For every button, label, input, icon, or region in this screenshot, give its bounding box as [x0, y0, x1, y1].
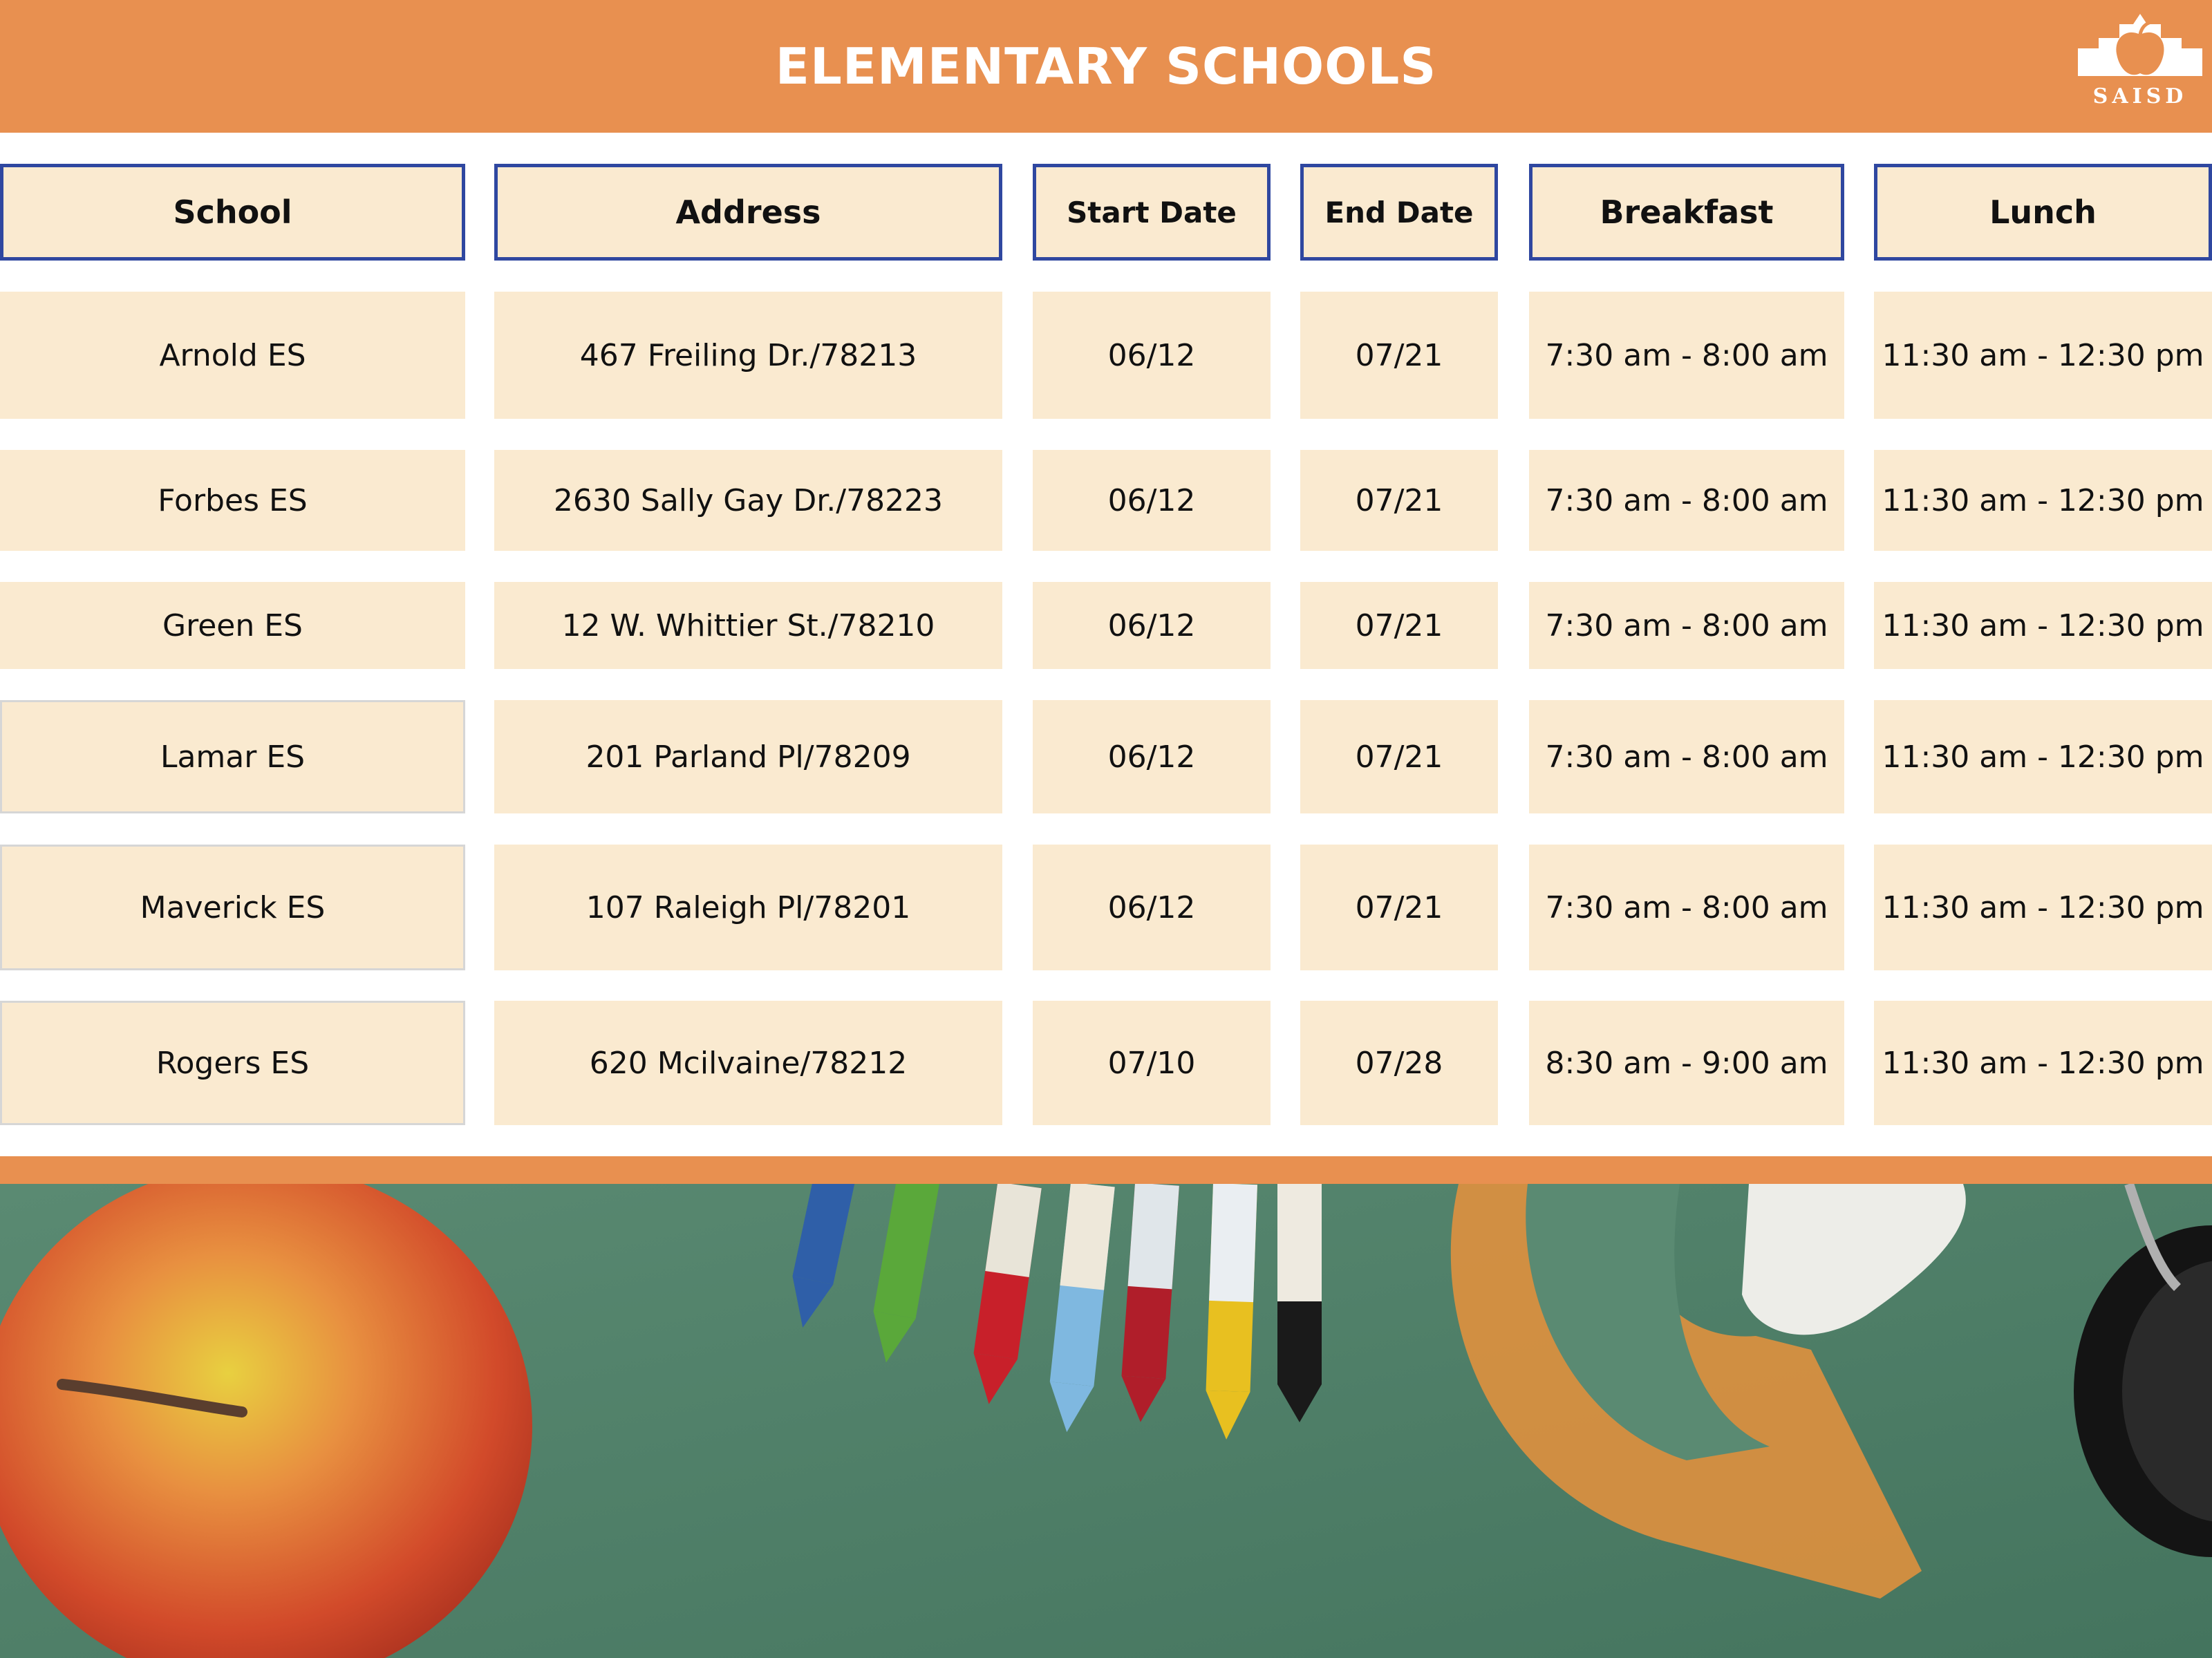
table-row-4-start-date: 06/12	[1033, 700, 1271, 813]
table-row-1-start-date: 06/12	[1033, 292, 1271, 419]
table-row-1-lunch: 11:30 am - 12:30 pm	[1874, 292, 2212, 419]
table-row-3-school: Green ES	[0, 582, 465, 669]
table-row-1-breakfast: 7:30 am - 8:00 am	[1529, 292, 1844, 419]
table-row-5-lunch: 11:30 am - 12:30 pm	[1874, 845, 2212, 970]
apple-building-icon	[2071, 7, 2209, 83]
table-row-4-end-date: 07/21	[1300, 700, 1498, 813]
table-row-2-breakfast: 7:30 am - 8:00 am	[1529, 450, 1844, 551]
table-row-3-breakfast: 7:30 am - 8:00 am	[1529, 582, 1844, 669]
orange-divider	[0, 1156, 2212, 1184]
column-header-address: Address	[494, 164, 1002, 261]
table-row-5-end-date: 07/21	[1300, 845, 1498, 970]
school-supplies-image	[0, 1184, 2212, 1658]
logo-text: SAISD	[2092, 84, 2188, 109]
apple-icon	[0, 1184, 532, 1658]
table-row-3-end-date: 07/21	[1300, 582, 1498, 669]
table-row-2-start-date: 06/12	[1033, 450, 1271, 551]
column-header-breakfast: Breakfast	[1529, 164, 1844, 261]
saisd-logo	[2071, 7, 2209, 111]
table-row-6-school: Rogers ES	[0, 1001, 465, 1125]
table-row-2-address: 2630 Sally Gay Dr./78223	[494, 450, 1002, 551]
table-row-3-start-date: 06/12	[1033, 582, 1271, 669]
table-row-6-start-date: 07/10	[1033, 1001, 1271, 1125]
table-row-1-end-date: 07/21	[1300, 292, 1498, 419]
column-header-school: School	[0, 164, 465, 261]
table-row-5-school: Maverick ES	[0, 845, 465, 970]
table-row-3-address: 12 W. Whittier St./78210	[494, 582, 1002, 669]
table-row-5-start-date: 06/12	[1033, 845, 1271, 970]
column-header-lunch: Lunch	[1874, 164, 2212, 261]
table-row-1-address: 467 Freiling Dr./78213	[494, 292, 1002, 419]
table-row-4-breakfast: 7:30 am - 8:00 am	[1529, 700, 1844, 813]
table-row-3-lunch: 11:30 am - 12:30 pm	[1874, 582, 2212, 669]
column-header-start-date: Start Date	[1033, 164, 1271, 261]
table-row-4-address: 201 Parland Pl/78209	[494, 700, 1002, 813]
table-row-4-school: Lamar ES	[0, 700, 465, 813]
table-row-4-lunch: 11:30 am - 12:30 pm	[1874, 700, 2212, 813]
table-row-5-breakfast: 7:30 am - 8:00 am	[1529, 845, 1844, 970]
table-row-6-lunch: 11:30 am - 12:30 pm	[1874, 1001, 2212, 1125]
table-row-2-end-date: 07/21	[1300, 450, 1498, 551]
header-bar	[0, 0, 2212, 133]
column-header-end-date: End Date	[1300, 164, 1498, 261]
table-row-2-lunch: 11:30 am - 12:30 pm	[1874, 450, 2212, 551]
table-row-6-breakfast: 8:30 am - 9:00 am	[1529, 1001, 1844, 1125]
table-row-6-address: 620 Mcilvaine/78212	[494, 1001, 1002, 1125]
table-row-1-school: Arnold ES	[0, 292, 465, 419]
table-row-6-end-date: 07/28	[1300, 1001, 1498, 1125]
table-row-2-school: Forbes ES	[0, 450, 465, 551]
table-row-5-address: 107 Raleigh Pl/78201	[494, 845, 1002, 970]
page-title: ELEMENTARY SCHOOLS	[775, 37, 1437, 95]
